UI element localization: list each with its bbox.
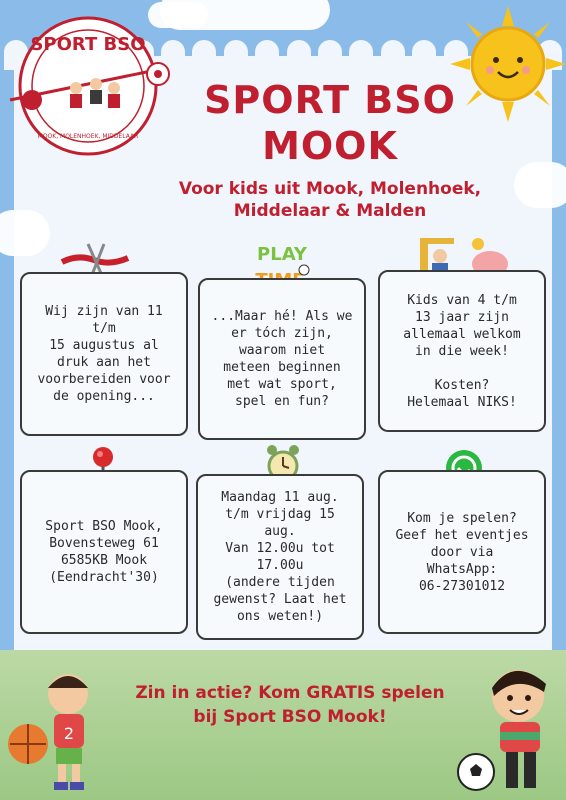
cloud-right: [514, 162, 566, 208]
subtitle-line-2: Middelaar & Malden: [233, 201, 427, 221]
cloud-left: [0, 210, 50, 256]
logo-tagline: MOOK, MOLENHOEK, MIDDELAAR: [37, 133, 139, 140]
cta-line-2: bij Sport BSO Mook!: [193, 707, 387, 727]
box-dates: Maandag 11 aug. t/m vrijdag 15 aug. Van 12.00u tot 17.00u (andere tijden gewenst? Laat het ons weten!): [196, 474, 364, 640]
subtitle-line-1: Voor kids uit Mook, Molenhoek,: [178, 179, 482, 199]
box-opening: Wij zijn van 11 t/m 15 augustus al druk aan het voorbereiden voor de opening...: [20, 272, 188, 436]
box-sport: ...Maar hé! Als we er tóch zijn, waarom niet meteen beginnen met wat sport, spel en fun?: [198, 278, 366, 440]
svg-text:2: 2: [63, 724, 75, 743]
box-kids: Kids van 4 t/m 13 jaar zijn allemaal welkom in die week! Kosten? Helemaal NIKS!: [378, 270, 546, 432]
box-contact: Kom je spelen? Geef het eventjes door via WhatsApp: 06-27301012: [378, 470, 546, 634]
cta-line-1: Zin in actie? Kom GRATIS spelen: [135, 683, 445, 703]
box-address: Sport BSO Mook, Bovensteweg 61 6585KB Mook (Eendracht'30): [20, 470, 188, 634]
sport-bso-logo: [6, 8, 174, 168]
play-text: PLAY: [257, 244, 307, 265]
kid-soccer-illustration: [454, 660, 562, 796]
logo-name: SPORT BSO: [30, 34, 146, 55]
title-line-2: MOOK: [262, 124, 398, 168]
kid-basketball-illustration: [4, 664, 116, 794]
title-line-1: SPORT BSO: [204, 78, 456, 122]
